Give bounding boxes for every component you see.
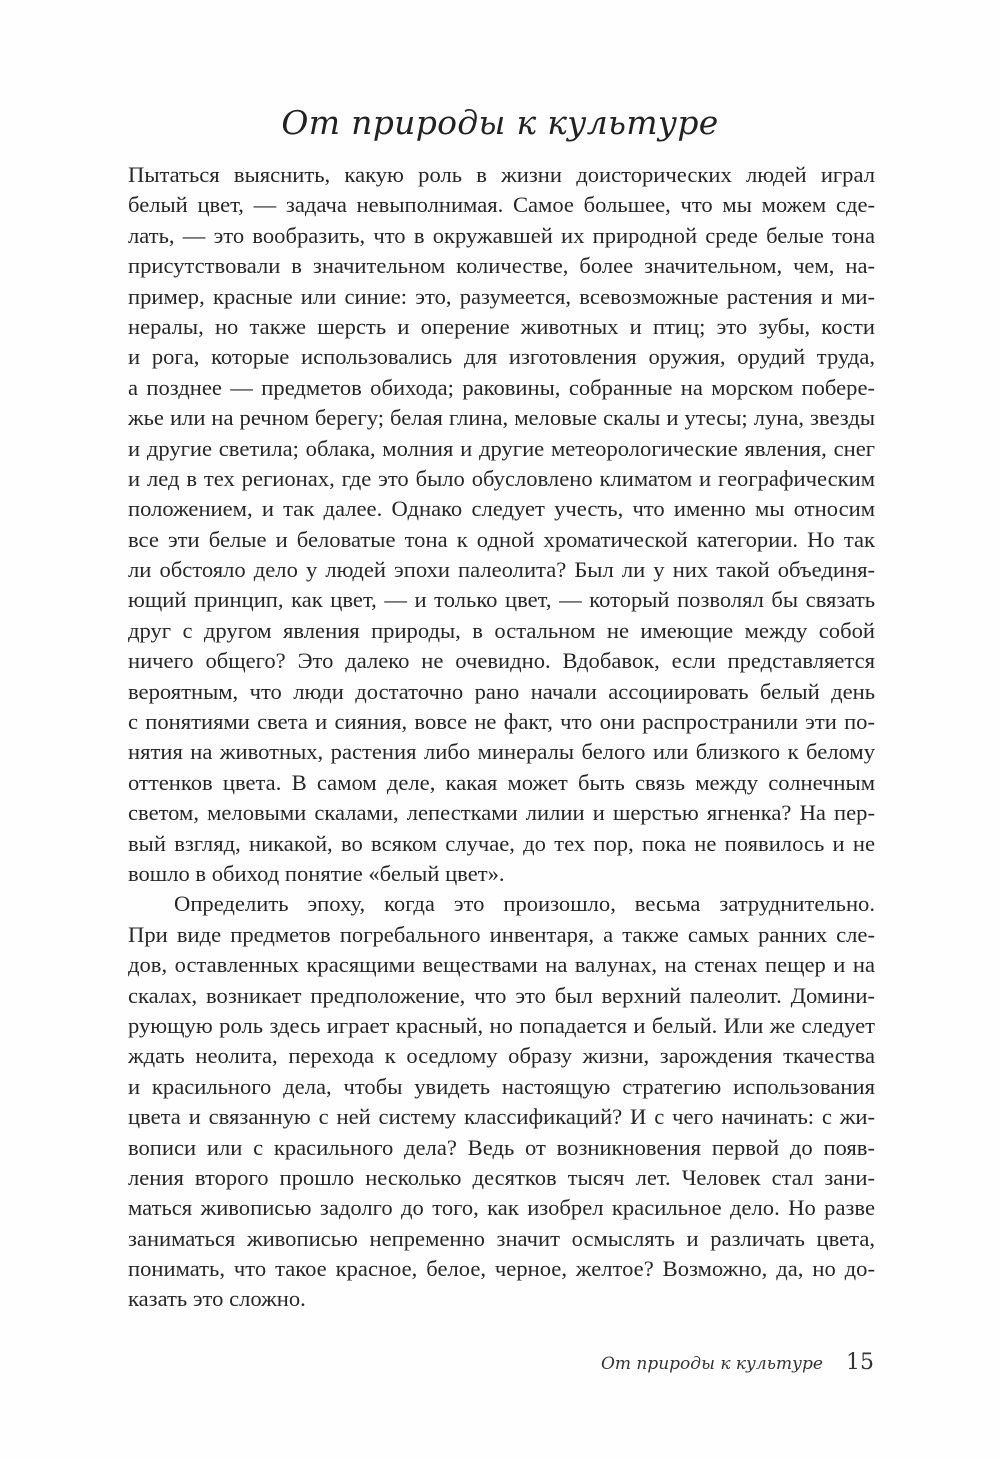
text-line: вошло в обиход понятие «белый цвет». <box>128 860 505 886</box>
text-line: ления второго прошло несколько десятков тысяч лет. Человек стал зани- <box>128 1164 875 1190</box>
text-line: ли обстояло дело у людей эпохи палеолита? Был ли у них такой объединя- <box>128 557 875 583</box>
text-line: Определить эпоху, когда это произошло, весьма затруднительно. <box>174 891 875 917</box>
text-line: а позднее — предметов обихода; раковины, собранные на морском побере- <box>128 374 875 400</box>
text-line: скалах, возникает предположение, что это был верхний палеолит. Домини- <box>128 982 875 1008</box>
page-footer <box>601 1350 874 1375</box>
text-line: ничего общего? Это далеко не очевидно. Вдобавок, если представляется <box>128 648 875 674</box>
text-line: При виде предметов погребального инвентаря, а также самых ранних сле- <box>128 921 875 947</box>
text-line: и рога, которые использовались для изготовления оружия, орудий труда, <box>128 344 875 370</box>
text-line: пример, красные или синие: это, разумеется, всевозможные растения и ми- <box>128 283 875 309</box>
text-line: рующую роль здесь играет красный, но попадается и белый. Или же следует <box>128 1012 875 1038</box>
text-line: понимать, что такое красное, белое, черное, желтое? Возможно, да, но до- <box>128 1256 875 1282</box>
paragraph <box>128 889 875 1314</box>
page-number: 15 <box>846 1350 874 1375</box>
text-line: и другие светила; облака, молния и другие метеорологические явления, снег <box>128 435 875 461</box>
text-line: жье или на речном берегу; белая глина, меловые скалы и утесы; луна, звезды <box>128 405 875 431</box>
text-line: нералы, но также шерсть и оперение животных и птиц; это зубы, кости <box>128 313 875 339</box>
text-line: казать это сложно. <box>128 1286 306 1312</box>
text-line: ждать неолита, перехода к оседлому образу жизни, зарождения ткачества <box>128 1043 875 1069</box>
text-line: маться живописью задолго до того, как изобрел красильное дело. Но разве <box>128 1195 875 1221</box>
text-line: вописи или с красильного дела? Ведь от возникновения первой до появ- <box>128 1134 875 1160</box>
text-line: присутствовали в значительном количестве, более значительном, чем, на- <box>128 253 875 279</box>
text-line: светом, меловыми скалами, лепестками лилии и шерстью ягненка? На пер- <box>128 800 875 826</box>
text-line: лать, — это вообразить, что в окружавшей их природной среде белые тона <box>128 222 875 248</box>
text-line: все эти белые и беловатые тона к одной хроматической категории. Но так <box>128 526 875 552</box>
text-line: оттенков цвета. В самом деле, какая может быть связь между солнечным <box>128 769 875 795</box>
text-line: вый взгляд, никакой, во всяком случае, до тех пор, пока не появилось и не <box>128 830 875 856</box>
text-line: дов, оставленных красящими веществами на валунах, на стенах пещер и на <box>128 952 875 978</box>
text-line: вероятным, что люди достаточно рано начали ассоциировать белый день <box>128 678 875 704</box>
text-line: цвета и связанную с ней систему классификаций? И с чего начинать: с жи- <box>128 1104 875 1130</box>
text-line: и красильного дела, чтобы увидеть настоящую стратегию использования <box>128 1073 875 1099</box>
chapter-title: От природы к культуре <box>281 103 719 142</box>
text-line: с понятиями света и сияния, вовсе не факт, что они распространили эти по- <box>128 709 875 735</box>
text-line: ющий принцип, как цвет, — и только цвет, — который позволял бы связать <box>128 587 875 613</box>
body-text <box>128 160 875 1315</box>
text-line: друг с другом явления природы, в остальном не имеющие между собой <box>128 617 875 643</box>
text-line: белый цвет, — задача невыполнимая. Самое большее, что мы можем сде- <box>128 192 875 218</box>
paragraph <box>128 160 875 889</box>
text-line: Пытаться выяснить, какую роль в жизни доисторических людей играл <box>128 162 875 187</box>
text-line: положением, и так далее. Однако следует учесть, что именно мы относим <box>128 496 875 522</box>
text-line: нятия на животных, растения либо минералы белого или близкого к белому <box>128 739 875 765</box>
text-line: заниматься живописью непременно значит осмыслять и различать цвета, <box>128 1225 875 1251</box>
text-line: и лед в тех регионах, где это было обусловлено климатом и географическим <box>128 465 875 491</box>
running-title: От природы к культуре <box>600 1354 823 1374</box>
